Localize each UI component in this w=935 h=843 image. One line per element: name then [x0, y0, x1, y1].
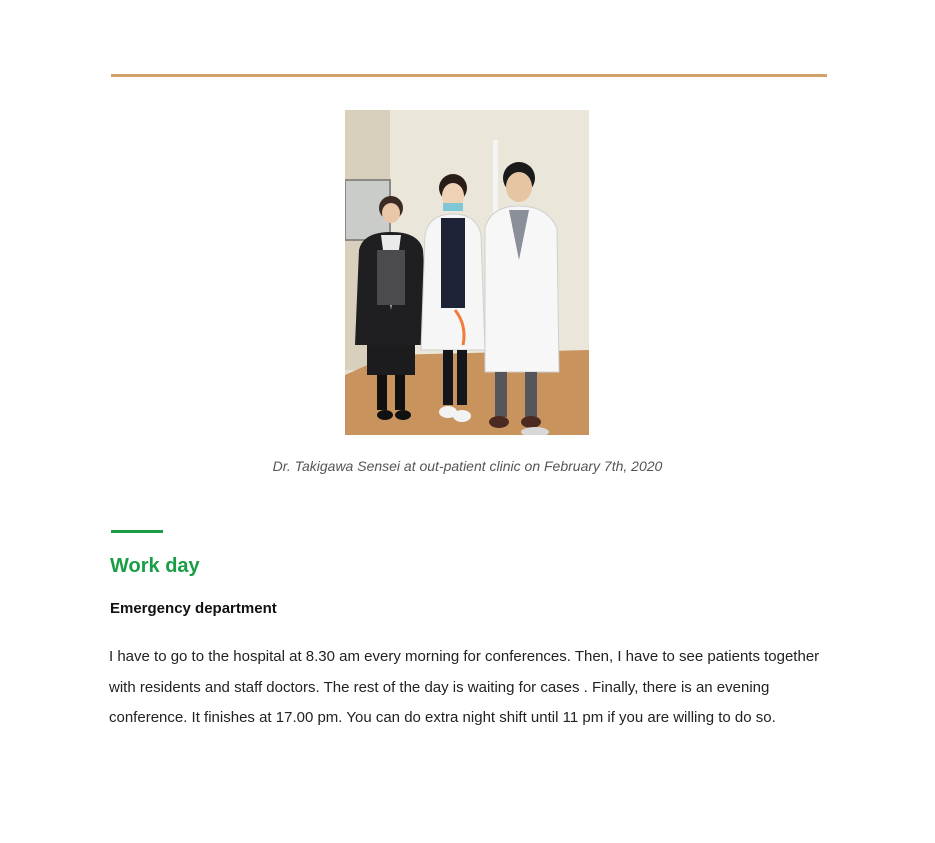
clinic-photo-illustration	[345, 110, 589, 435]
photo-caption: Dr. Takigawa Sensei at out-patient clinic on February 7th, 2020	[272, 458, 663, 474]
section-subheading: Emergency department	[110, 600, 277, 617]
section-divider	[111, 530, 163, 533]
section-paragraph: I have to go to the hospital at 8.30 am every morning for conferences. Then, I have to see patients together with residents and staff doctors. The rest of the day is waiting for cases . Finally, there is an evening conference. It finishes at 17.00 pm. You can do extra night shift until 11 pm if you are willing to do so.	[109, 648, 820, 726]
clinic-photo	[345, 110, 589, 435]
top-divider	[111, 74, 827, 77]
section-title: Work day	[110, 555, 200, 577]
